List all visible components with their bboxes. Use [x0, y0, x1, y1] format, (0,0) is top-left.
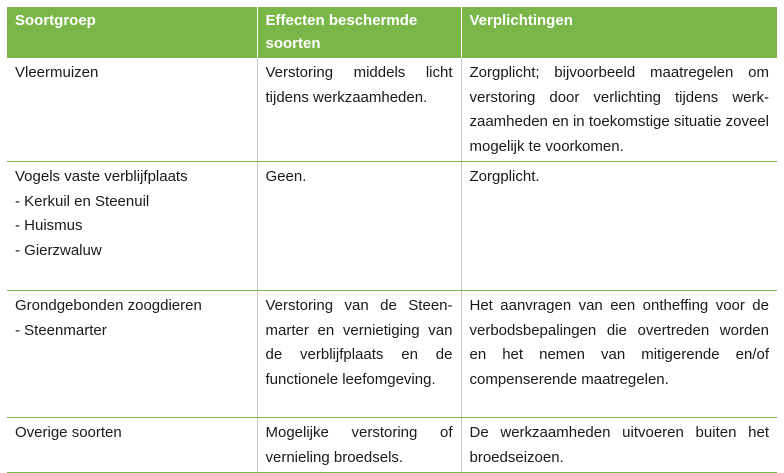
cell-effects: Verstoring middels licht tijdens werkzaamheden.: [257, 58, 461, 162]
group-line: Vogels vaste verblijfplaats: [15, 168, 188, 185]
group-line: Grondgebonden zoogdieren: [15, 297, 202, 314]
table-row: [7, 418, 777, 473]
cell-obligations: Zorgplicht; bijvoorbeeld maatregelen om verstoring door verlichting tijdens werkzaamheden en in toekomstige situatie zoveel mogelijk te voorkomen.: [461, 58, 777, 162]
cell-group: [7, 162, 257, 291]
cell-group: [7, 418, 257, 473]
group-line: - Kerkuil en Steenuil: [15, 192, 150, 210]
header-verplichtingen: Verplichtingen: [461, 7, 777, 58]
group-line: - Huismus: [15, 217, 83, 234]
table-row: [7, 291, 777, 418]
cell-obligations: De werkzaamheden uitvoeren buiten het broedseizoen.: [461, 418, 777, 473]
cell-effects: Geen.: [257, 162, 461, 291]
group-line: Overige soorten: [15, 424, 122, 441]
group-line: - Steenmarter: [15, 321, 107, 339]
cell-effects: Mogelijke verstoring of vernieling broedsels.: [257, 418, 461, 473]
header-soortgroep: Soortgroep: [7, 7, 257, 58]
cell-obligations: Het aanvragen van een ontheffing voor de verbodsbepalingen die overtreden worden en het nemen van mitigerende en/of compenserende maatregelen.: [461, 291, 777, 418]
table-row: [7, 58, 777, 162]
header-effecten: Effecten beschermde soorten: [257, 7, 461, 58]
cell-obligations: Zorgplicht.: [461, 162, 777, 291]
species-table: [7, 7, 777, 473]
table-row: [7, 162, 777, 291]
group-line: Vleermuizen: [15, 64, 99, 81]
cell-group: [7, 58, 257, 162]
cell-effects: Verstoring van de Steenmarter en vernietiging van de verblijfplaats en de functionele leefomgeving.: [257, 291, 461, 418]
cell-group: [7, 291, 257, 418]
group-line: - Gierzwaluw: [15, 241, 102, 259]
table-header-row: [7, 7, 777, 58]
